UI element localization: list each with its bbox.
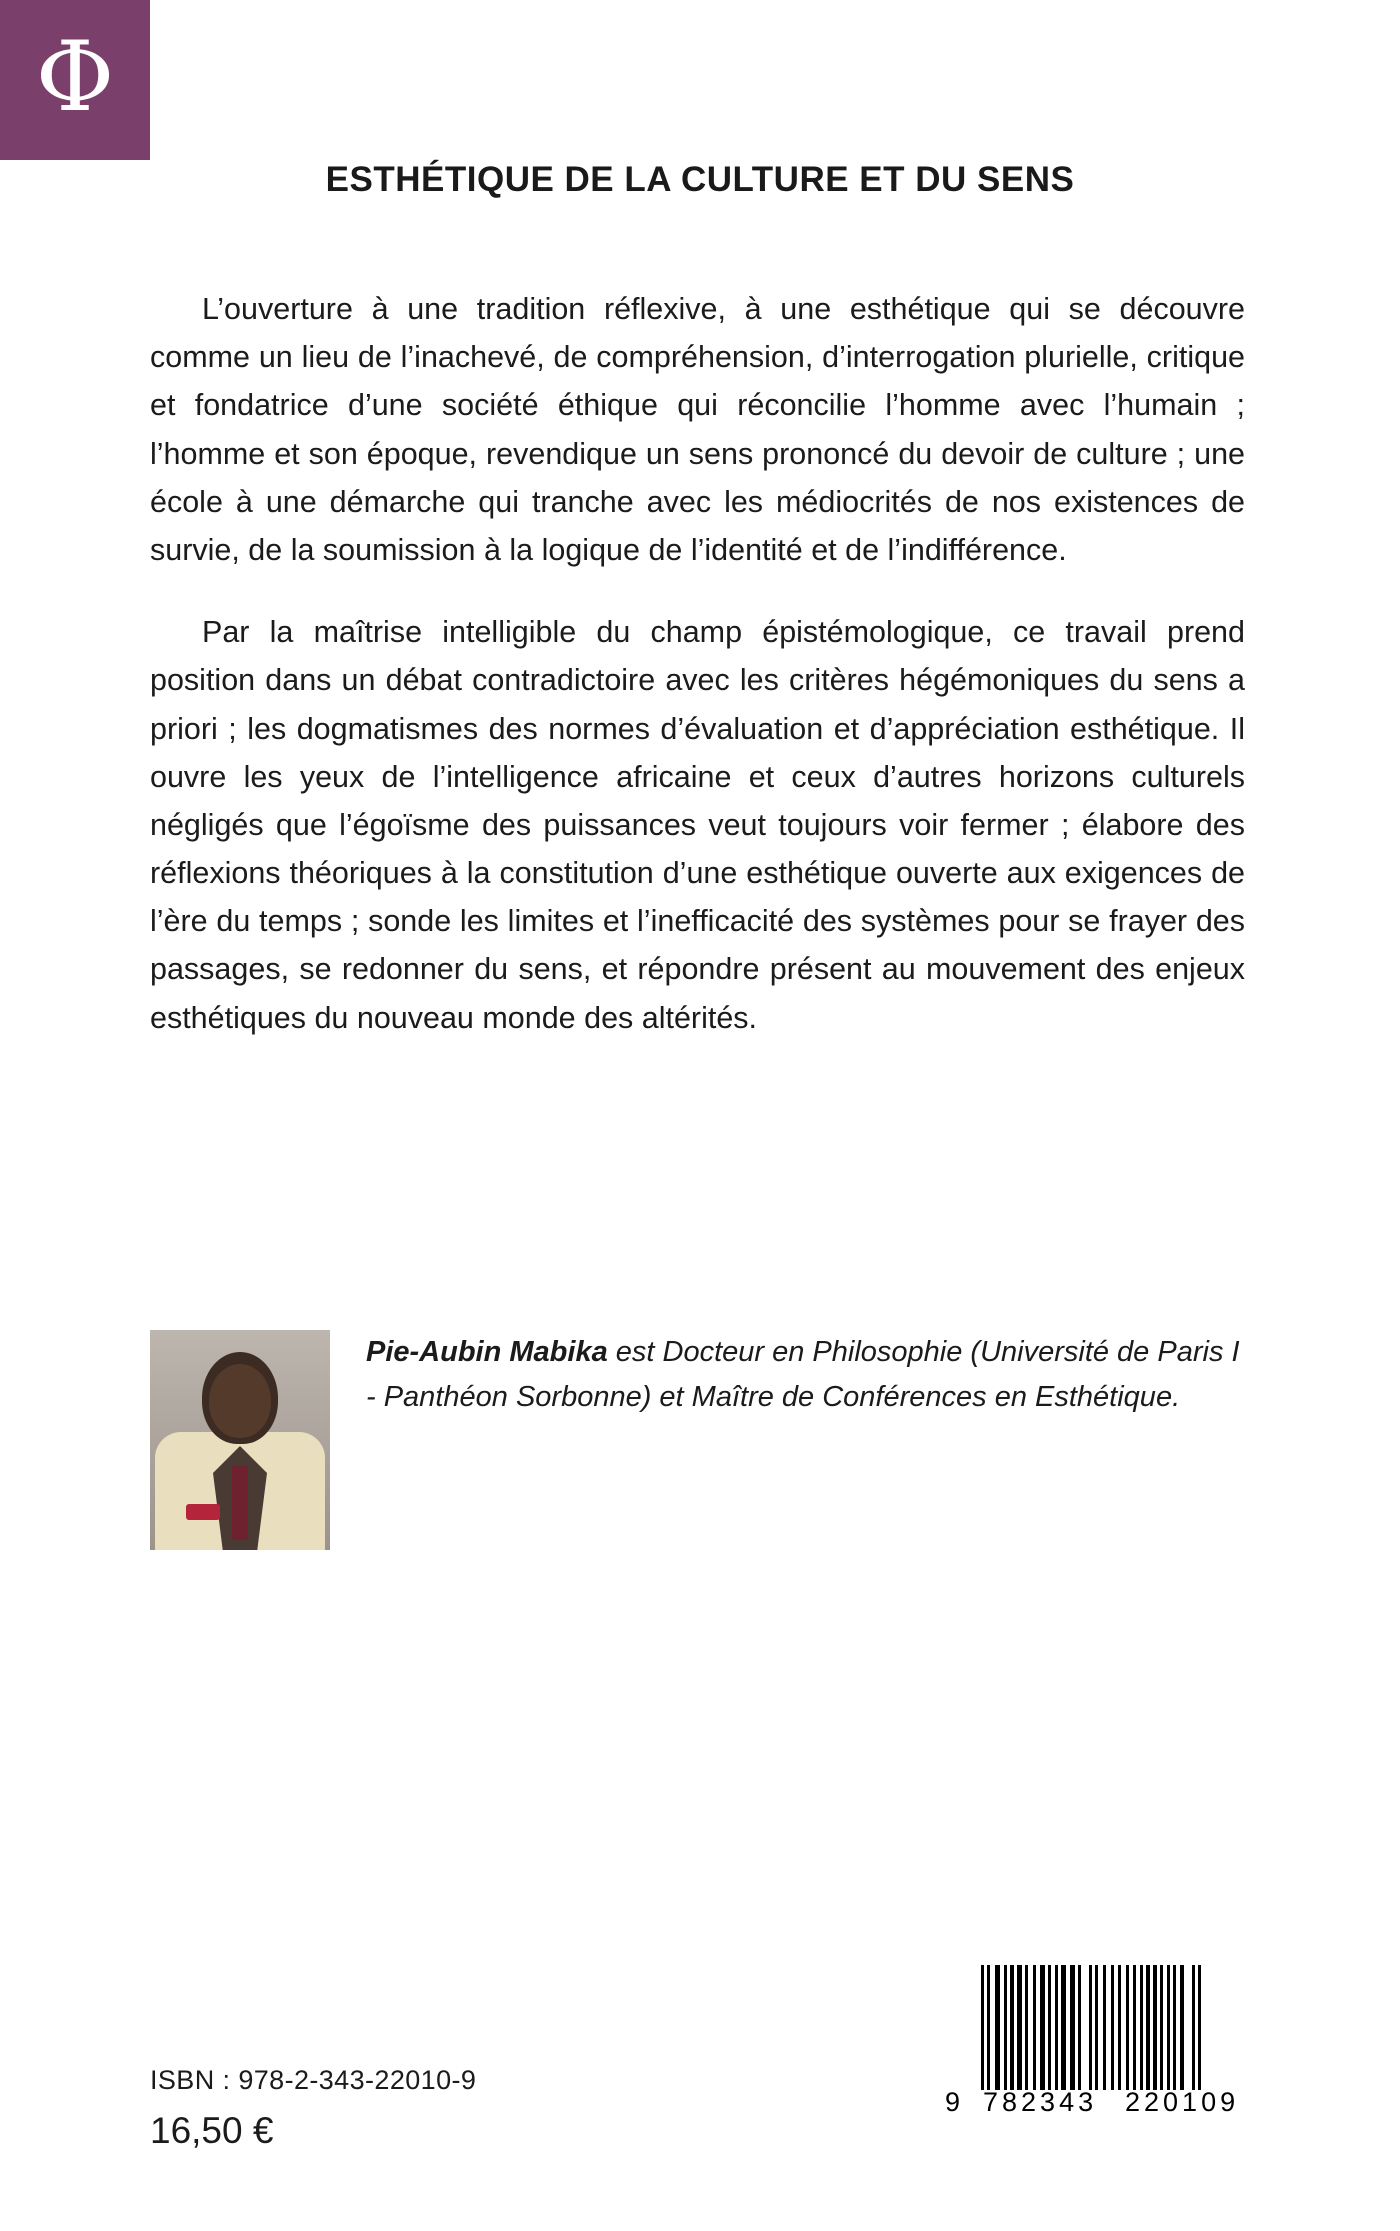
isbn-text: ISBN : 978-2-343-22010-9 [150,2065,477,2095]
barcode-bar [1118,1965,1121,2090]
barcode-digits [945,2087,1245,2123]
barcode-bar [1198,1965,1201,2090]
barcode-left-group: 782343 [983,2087,1098,2117]
author-portrait-image [150,1330,330,1550]
barcode-bar [1033,1965,1036,2090]
barcode-bar [1055,1965,1058,2090]
barcode-bar [1089,1965,1092,2090]
barcode-bar [1140,1965,1143,2090]
barcode-bar [1078,1965,1081,2090]
barcode-bar [1040,1965,1045,2090]
barcode-bar [1153,1965,1157,2090]
barcode-bar [1070,1965,1075,2090]
author-name: Pie-Aubin Mabika [366,1336,608,1368]
author-bio [150,1330,1245,1550]
phi-logo-icon: Φ [35,21,115,133]
author-bio-text [366,1330,1245,1420]
portrait-pocket-square [186,1504,220,1520]
barcode-bar [1017,1965,1022,2090]
portrait-tie [232,1466,248,1540]
publisher-logo-block [0,0,150,160]
barcode-bar [1192,1965,1195,2090]
blurb-paragraph-1: L’ouverture à une tradition réflexive, à une esthétique qui se découvre comme un lieu de l’inachevé, de compréhension, d’interrogation plurielle, critique et fondatrice d’une société éthique qui réconcilie l’homme avec l’humain ; l’homme et son époque, revendique un sens prononcé du devoir de culture ; une école à une démarche qui tranche avec les médiocrités de nos existences de survie, de la soumission à la logique de l’identité et de l’indifférence. [150,292,1245,567]
barcode-bar [1061,1965,1066,2090]
author-bio-description: est Docteur en Philosophie (Université de Paris I - Panthéon Sorbonne) et Maître de Conférences en Esthétique. [366,1336,1240,1413]
barcode-bars [945,1965,1245,2090]
barcode-bar [1180,1965,1184,2090]
barcode-bar [1167,1965,1170,2090]
barcode-bar [981,1965,984,2090]
barcode-bar [1095,1965,1098,2090]
barcode-right-group: 220109 [1125,2087,1240,2117]
barcode [945,1965,1245,2125]
barcode-bar [1133,1965,1136,2090]
barcode-lead-digit: 9 [945,2087,961,2117]
barcode-bar [1160,1965,1163,2090]
barcode-bar [1025,1965,1028,2090]
barcode-bar [995,1965,1000,2090]
barcode-bar [1010,1965,1014,2090]
barcode-bar [1111,1965,1114,2090]
barcode-bar [1004,1965,1007,2090]
barcode-bar [987,1965,990,2090]
back-cover-blurb [150,285,1245,1042]
barcode-bar [1173,1965,1176,2090]
portrait-face [209,1364,271,1438]
barcode-bar [1048,1965,1051,2090]
book-title: ESTHÉTIQUE DE LA CULTURE ET DU SENS [325,160,1075,199]
barcode-bar [1146,1965,1150,2090]
barcode-bar [1103,1965,1106,2090]
barcode-bar [1126,1965,1129,2090]
price-text: 16,50 € [150,2110,274,2151]
blurb-paragraph-2: Par la maîtrise intelligible du champ épistémologique, ce travail prend position dans un débat contradictoire avec les critères hégémoniques du sens a priori ; les dogmatismes des normes d’évaluation et d’appréciation esthétique. Il ouvre les yeux de l’intelligence africaine et ceux d’autres horizons culturels négligés que l’égoïsme des puissances veut toujours voir fermer ; élabore des réflexions théoriques à la constitution d’une esthétique ouverte aux exigences de l’ère du temps ; sonde les limites et l’inefficacité des systèmes pour se frayer des passages, se redonner du sens, et répondre présent au mouvement des enjeux esthétiques du nouveau monde des altérités. [150,615,1245,1035]
